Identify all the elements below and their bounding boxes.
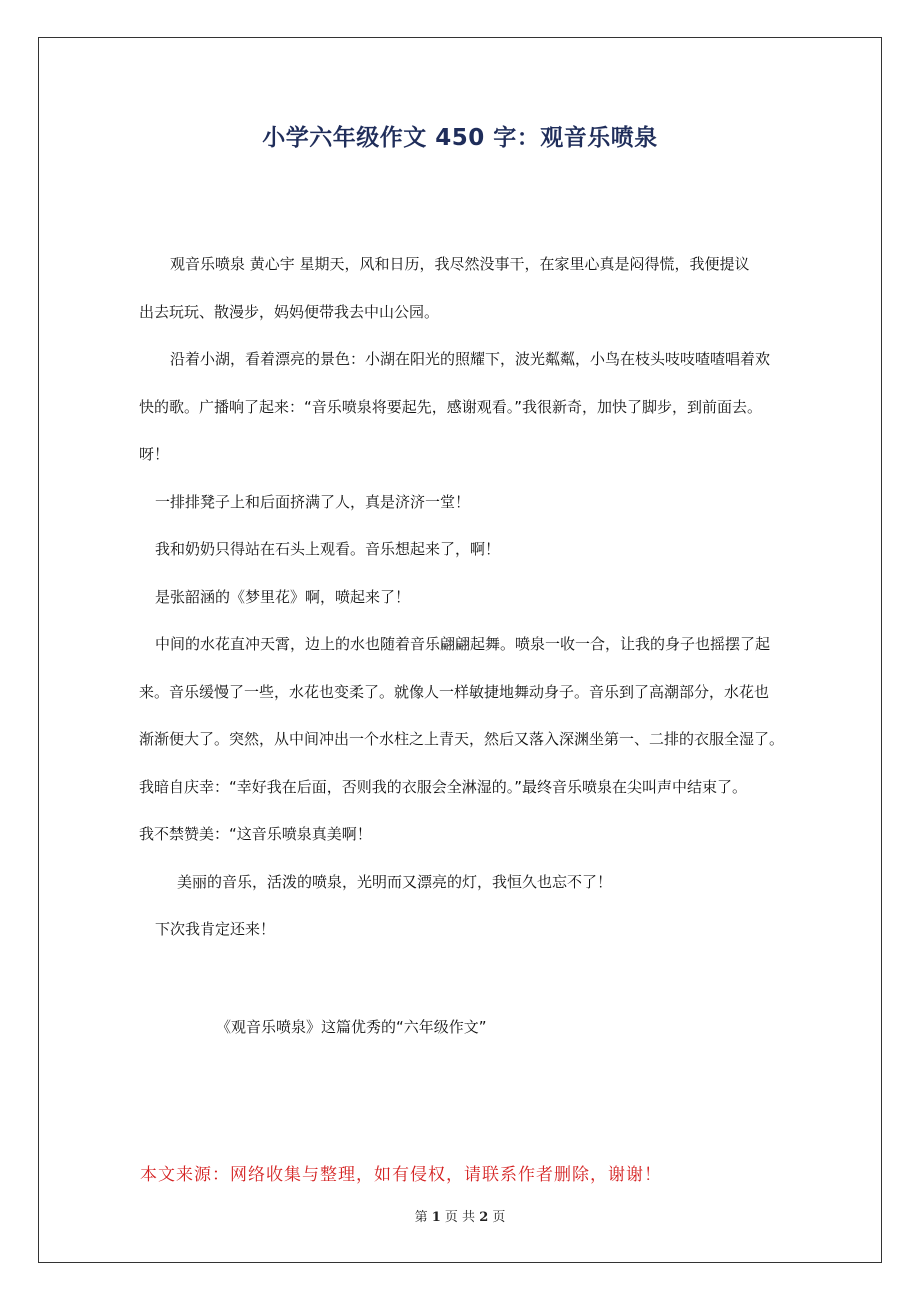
document-title: 小学六年级作文 450 字：观音乐喷泉: [262, 125, 658, 151]
paragraph-line: 我不禁赞美：“这音乐喷泉真美啊！: [139, 825, 372, 843]
page-suffix: 页: [492, 1210, 506, 1225]
paragraph-line: 是张韶涵的《梦里花》啊，喷起来了！: [155, 587, 411, 606]
paragraph-line: 一排排凳子上和后面挤满了人，真是济济一堂！: [155, 492, 471, 511]
paragraph-line: 快的歌。广播响了起来：“音乐喷泉将要起先，感谢观看。”我很新奇，加快了脚步，到前面去。: [139, 397, 763, 416]
paragraph-line: 美丽的音乐，活泼的喷泉，光明而又漂亮的灯，我恒久也忘不了！: [177, 872, 613, 891]
page-number: [0, 1206, 920, 1225]
paragraph-line: 中间的水花直冲天霄，边上的水也随着音乐翩翩起舞。喷泉一收一合，让我的身子也摇摆了起: [155, 635, 771, 653]
paragraph-line: 观音乐喷泉 黄心宇 星期天，风和日历，我尽然没事干，在家里心真是闷得慌，我便提议: [170, 255, 750, 273]
paragraph-line: 我和奶奶只得站在石头上观看。音乐想起来了，啊！: [155, 540, 501, 558]
page-prefix: 第: [414, 1210, 428, 1225]
paragraph-line: 渐渐便大了。突然，从中间冲出一个水柱之上青天，然后又落入深渊坐第一、二排的衣服全湿了。: [139, 730, 785, 748]
paragraph-line: 我暗自庆幸：“幸好我在后面，否则我的衣服会全淋湿的。”最终音乐喷泉在尖叫声中结束了。: [139, 777, 748, 796]
source-note: 本文来源：网络收集与整理，如有侵权，请联系作者删除，谢谢！: [140, 1165, 662, 1185]
page-total: 2: [479, 1210, 489, 1225]
page-middle: 页 共: [444, 1210, 476, 1225]
document-caption: 《观音乐喷泉》这篇优秀的“六年级作文”: [216, 1018, 487, 1036]
paragraph-line: 沿着小湖，看着漂亮的景色：小湖在阳光的照耀下，波光粼粼，小鸟在枝头吱吱喳喳唱着欢: [170, 350, 771, 368]
paragraph-line: 出去玩玩、散漫步，妈妈便带我去中山公园。: [139, 302, 440, 321]
paragraph-line: 来。音乐缓慢了一些，水花也变柔了。就像人一样敏捷地舞动身子。音乐到了高潮部分，水花也: [139, 682, 770, 701]
paragraph-line: 呀！: [139, 445, 170, 463]
page-current: 1: [431, 1210, 441, 1225]
document-body: [139, 241, 799, 954]
paragraph-line: 下次我肯定还来！: [155, 920, 276, 938]
